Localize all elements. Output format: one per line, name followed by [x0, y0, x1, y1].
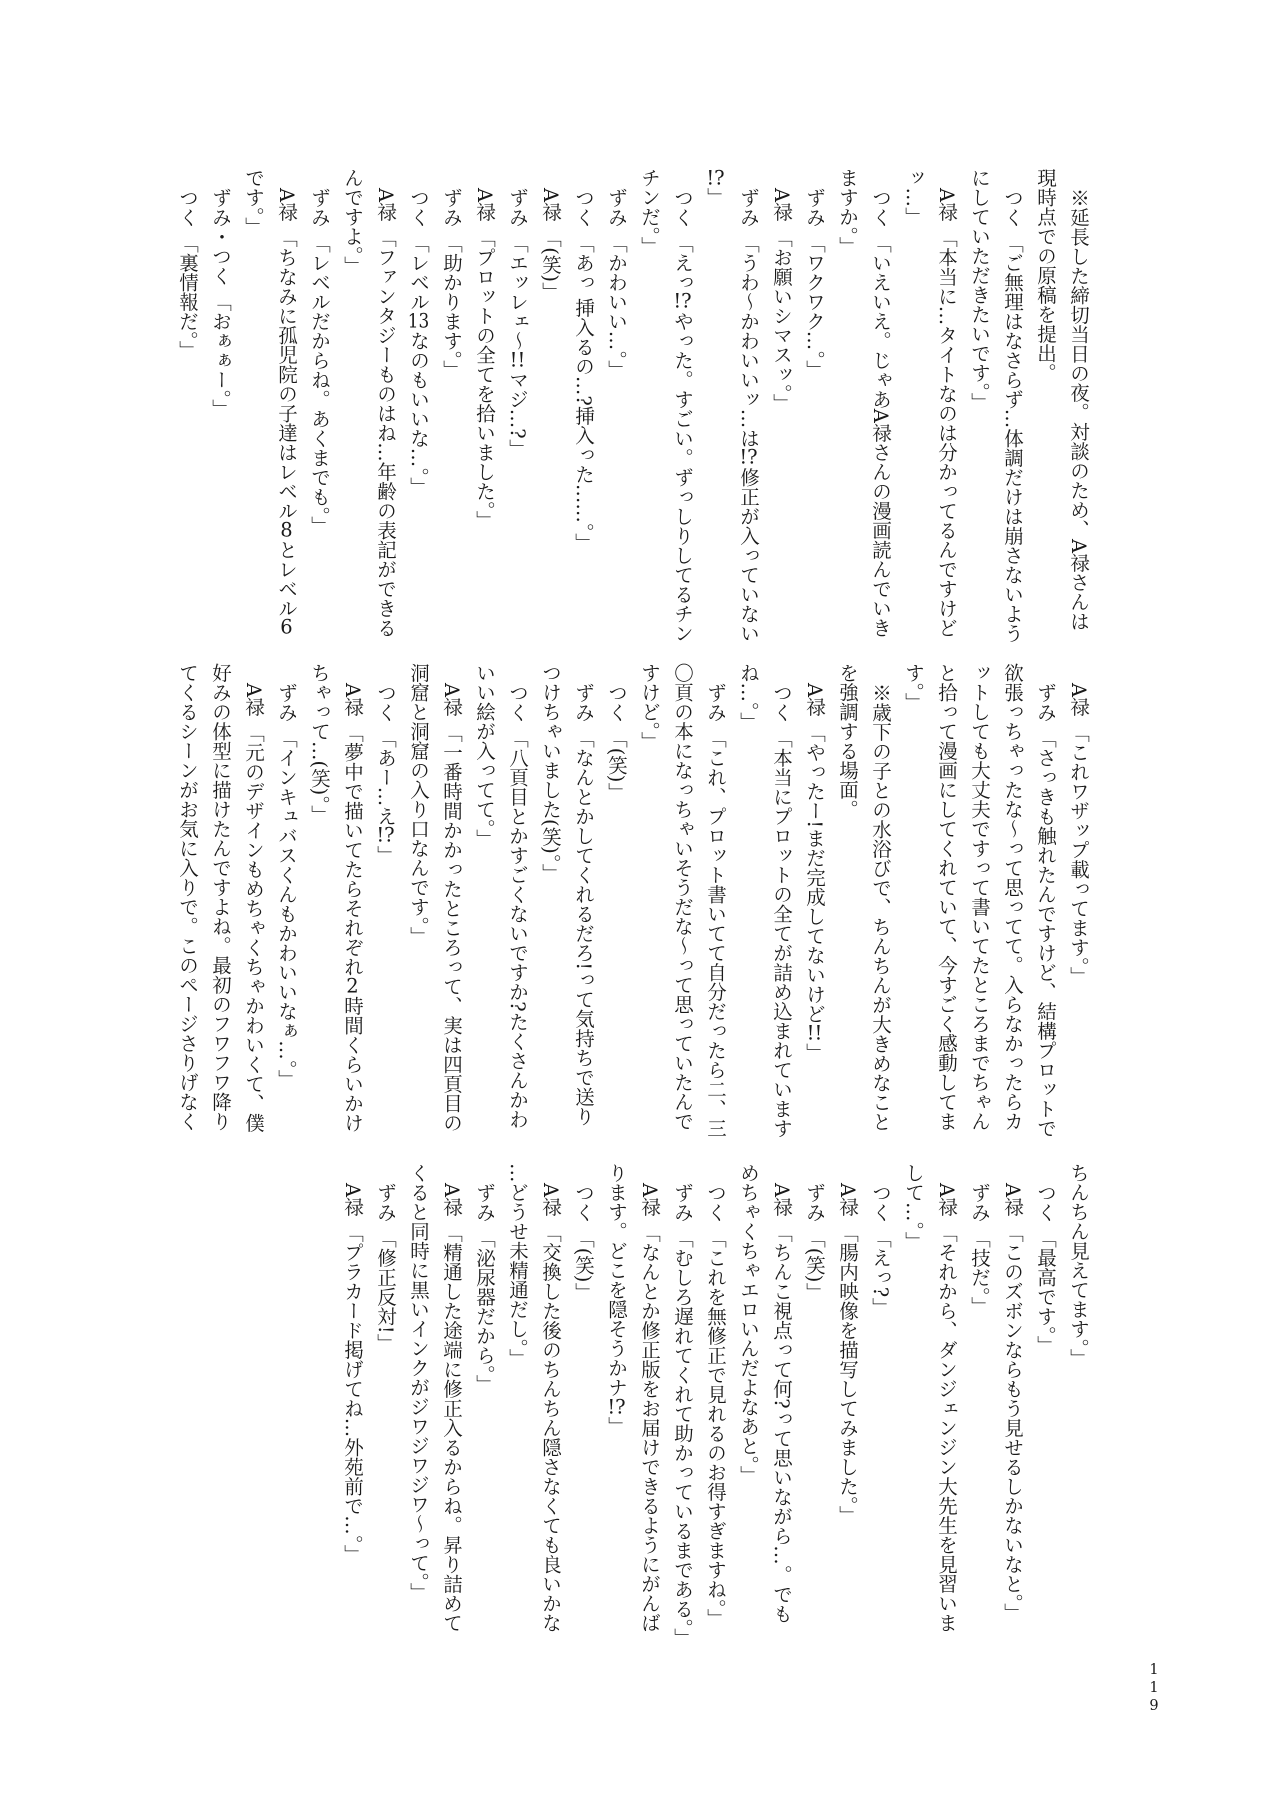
text-column: ますか。」	[836, 168, 859, 256]
text-column: です。」	[242, 168, 265, 237]
text-column: つく 「えっ!?やった。すごい。ずっしりしてるチン	[671, 187, 694, 643]
text-column: つけちゃいました(笑)。」	[539, 663, 562, 883]
text-column: ットしても大丈夫ですって書いてたところまでちゃん	[968, 663, 991, 1131]
text-column: A禄 「交換した後のちんちん隠さなくても良いかな	[539, 1182, 562, 1632]
text-column: ずみ 「さっきも触れたんですけど、結構プロットで	[1034, 682, 1057, 1138]
text-column: A禄 「腸内映像を描写してみました。」	[836, 1182, 859, 1525]
text-column: ずみ・つく 「おぁぁー。」	[209, 187, 232, 418]
text-column: ちゃって…(笑)。」	[308, 663, 331, 825]
text-column: すけど。」	[638, 663, 661, 751]
text-column: A禄 「ちんこ視点って何?って思いながら…。でも	[770, 1182, 793, 1623]
text-column: A禄 「一番時間かかったところって、実は四頁目の	[440, 682, 463, 1132]
text-column: ずみ 「エッレェ〜!!マジ…?」	[506, 187, 529, 458]
tate-chu-yoko: !!	[806, 1022, 823, 1043]
tate-chu-yoko: !?	[376, 825, 395, 845]
tate-chu-yoko: !?	[706, 168, 725, 188]
tate-chu-yoko: !?	[739, 447, 758, 467]
text-column: 〇頁の本になっちゃいそうだな〜って思っていたんで	[671, 663, 694, 1131]
text-column: つく 「(笑)」	[572, 1182, 595, 1302]
text-column: 欲張っちゃったな〜って思ってて。入らなかったらカ	[1001, 663, 1024, 1131]
text-column: A禄 「これワザップ載ってます。」	[1067, 682, 1090, 986]
text-column: A禄 「お願いシマスッ。」	[770, 187, 793, 413]
text-column: ※歳下の子との水浴びで、ちんちんが大きめなこと	[869, 682, 892, 1131]
text-column: A禄 「なんとか修正版をお届けできるようにがんば	[638, 1182, 661, 1632]
text-column: 現時点での原稿を提出。	[1034, 168, 1057, 383]
text-column: つく 「八頁目とかすごくないですか?たくさんかわ	[506, 682, 529, 1129]
text-column: つく 「ご無理はなさらず…体調だけは崩さないよう	[1001, 187, 1024, 643]
text-column: ずみ 「レベルだからね。あくまでも。」	[308, 187, 331, 535]
text-column: と拾って漫画にしてくれていて、今すごく感動してま	[935, 663, 958, 1131]
text-column: ※延長した締切当日の夜。対談のため、A禄さんは	[1067, 187, 1090, 631]
tate-chu-yoko: 2	[346, 975, 359, 996]
text-column: A禄 「精通した途端に修正入るからね。昇り詰めて	[440, 1182, 463, 1632]
text-column: ずみ 「助かります。」	[440, 187, 463, 379]
text-column: ずみ 「これ、プロット書いてて自分だったら二、三	[704, 682, 727, 1138]
text-column: A禄 「プラカード掲げてね…外苑前で…。」	[341, 1182, 364, 1564]
text-column: つく 「えっ?」	[869, 1182, 892, 1317]
text-column: にしていただきたいです。」	[968, 168, 991, 412]
text-column: ちんちん見えてます。」	[1067, 1163, 1090, 1368]
text-column: つく 「いえいえ。じゃあA禄さんの漫画読んでいき	[869, 187, 892, 637]
text-column: ずみ 「修正反対!」	[374, 1182, 397, 1353]
text-column: ずみ 「むしろ遅れてくれて助かっているまである。」	[671, 1182, 694, 1647]
text-column: ずみ 「泌尿器だから。」	[473, 1182, 496, 1394]
text-column: ずみ 「インキュバスくんもかわいいなぁ…。」	[275, 682, 298, 1089]
text-column: 好みの体型に描けたんですよね。最初のフワフワ降り	[209, 663, 232, 1131]
text-column: を強調する場面。	[836, 663, 859, 819]
text-column: A禄 「それから、ダンジェンジン大先生を見習いま	[935, 1182, 958, 1632]
text-column: んですよ。」	[341, 168, 364, 276]
text-column: チンだ。」	[638, 168, 661, 256]
text-column: 洞窟と洞窟の入り口なんです。」	[407, 663, 430, 946]
text-column: ずみ 「なんとかしてくれるだろ!って気持ちで送り	[572, 682, 595, 1126]
text-column: つく 「あー…え!?」	[374, 682, 397, 865]
text-column: ずみ 「ワクワク…。」	[803, 187, 826, 379]
text-column: ずみ 「かわいい…。」	[605, 187, 628, 379]
text-tier-top	[171, 168, 1095, 664]
text-column: ずみ 「うわ〜かわいいッ…は!?修正が入っていない	[737, 187, 760, 643]
tate-chu-yoko: !?	[673, 291, 692, 311]
text-column: ね…。」	[737, 663, 760, 732]
text-column: A禄 「元のデザインもめちゃくちゃかわいくて、僕	[242, 682, 265, 1132]
tate-chu-yoko: !?	[607, 1397, 626, 1417]
text-column: つく 「これを無修正で見れるのお得すぎますね。」	[704, 1182, 727, 1628]
text-column: A禄 「このズボンならもう見せるしかないなと。」	[1001, 1182, 1024, 1623]
text-tier-middle	[171, 663, 1095, 1159]
tate-chu-yoko: 6	[280, 617, 293, 637]
text-column: !?」	[704, 168, 727, 207]
text-column: す。」	[902, 663, 925, 712]
text-column: めちゃくちゃエロいんだよなあと。」	[737, 1163, 760, 1485]
text-column: ッ…」	[902, 168, 925, 227]
text-column: ります。どこを隠そうかナ!?」	[605, 1163, 628, 1436]
text-column: A禄 「やったー!まだ完成してないけど!!」	[803, 682, 826, 1062]
text-column: A禄 「夢中で描いてたらそれぞれ2時間くらいかけ	[341, 682, 364, 1132]
text-column: つく 「最高です。」	[1034, 1182, 1057, 1355]
text-column: ずみ 「(笑)」	[803, 1182, 826, 1302]
text-column: して…。」	[902, 1163, 925, 1251]
text-column: つく 「あっ 挿入るの…?挿入った……。」	[572, 187, 595, 552]
text-column: A禄 「プロットの全てを拾いました。」	[473, 187, 496, 530]
page-number: 119	[1146, 1662, 1162, 1716]
text-column: ずみ 「技だ。」	[968, 1182, 991, 1316]
tate-chu-yoko: !!	[509, 349, 526, 370]
tate-chu-yoko: 13	[407, 310, 430, 331]
text-column: つく 「(笑)」	[605, 682, 628, 802]
text-column: …どうせ未精通だし。」	[506, 1163, 529, 1368]
text-column: くると同時に黒いインクがジワジワジワ〜って。」	[407, 1163, 430, 1602]
text-column: てくるシーンがお気に入りで。このページさりげなく	[176, 663, 199, 1131]
text-column: つく 「本当にプロットの全てが詰め込まれています	[770, 682, 793, 1138]
text-column: A禄 「本当に…タイトなのは分かってるんですけど	[935, 187, 958, 637]
tate-chu-yoko: 8	[280, 519, 293, 540]
text-column: A禄 「ファンタジーものはね…年齢の表記ができる	[374, 187, 397, 637]
text-column: いい絵が入ってて。」	[473, 663, 496, 849]
text-column: つく 「裏情報だ。」	[176, 187, 199, 360]
text-column: A禄 「(笑)」	[539, 187, 562, 301]
text-column: A禄 「ちなみに孤児院の子達はレベル8とレベル6	[275, 187, 298, 637]
text-column: つく 「レベル13なのもいいな…。」	[407, 187, 430, 496]
text-tier-bottom	[336, 1163, 1095, 1659]
